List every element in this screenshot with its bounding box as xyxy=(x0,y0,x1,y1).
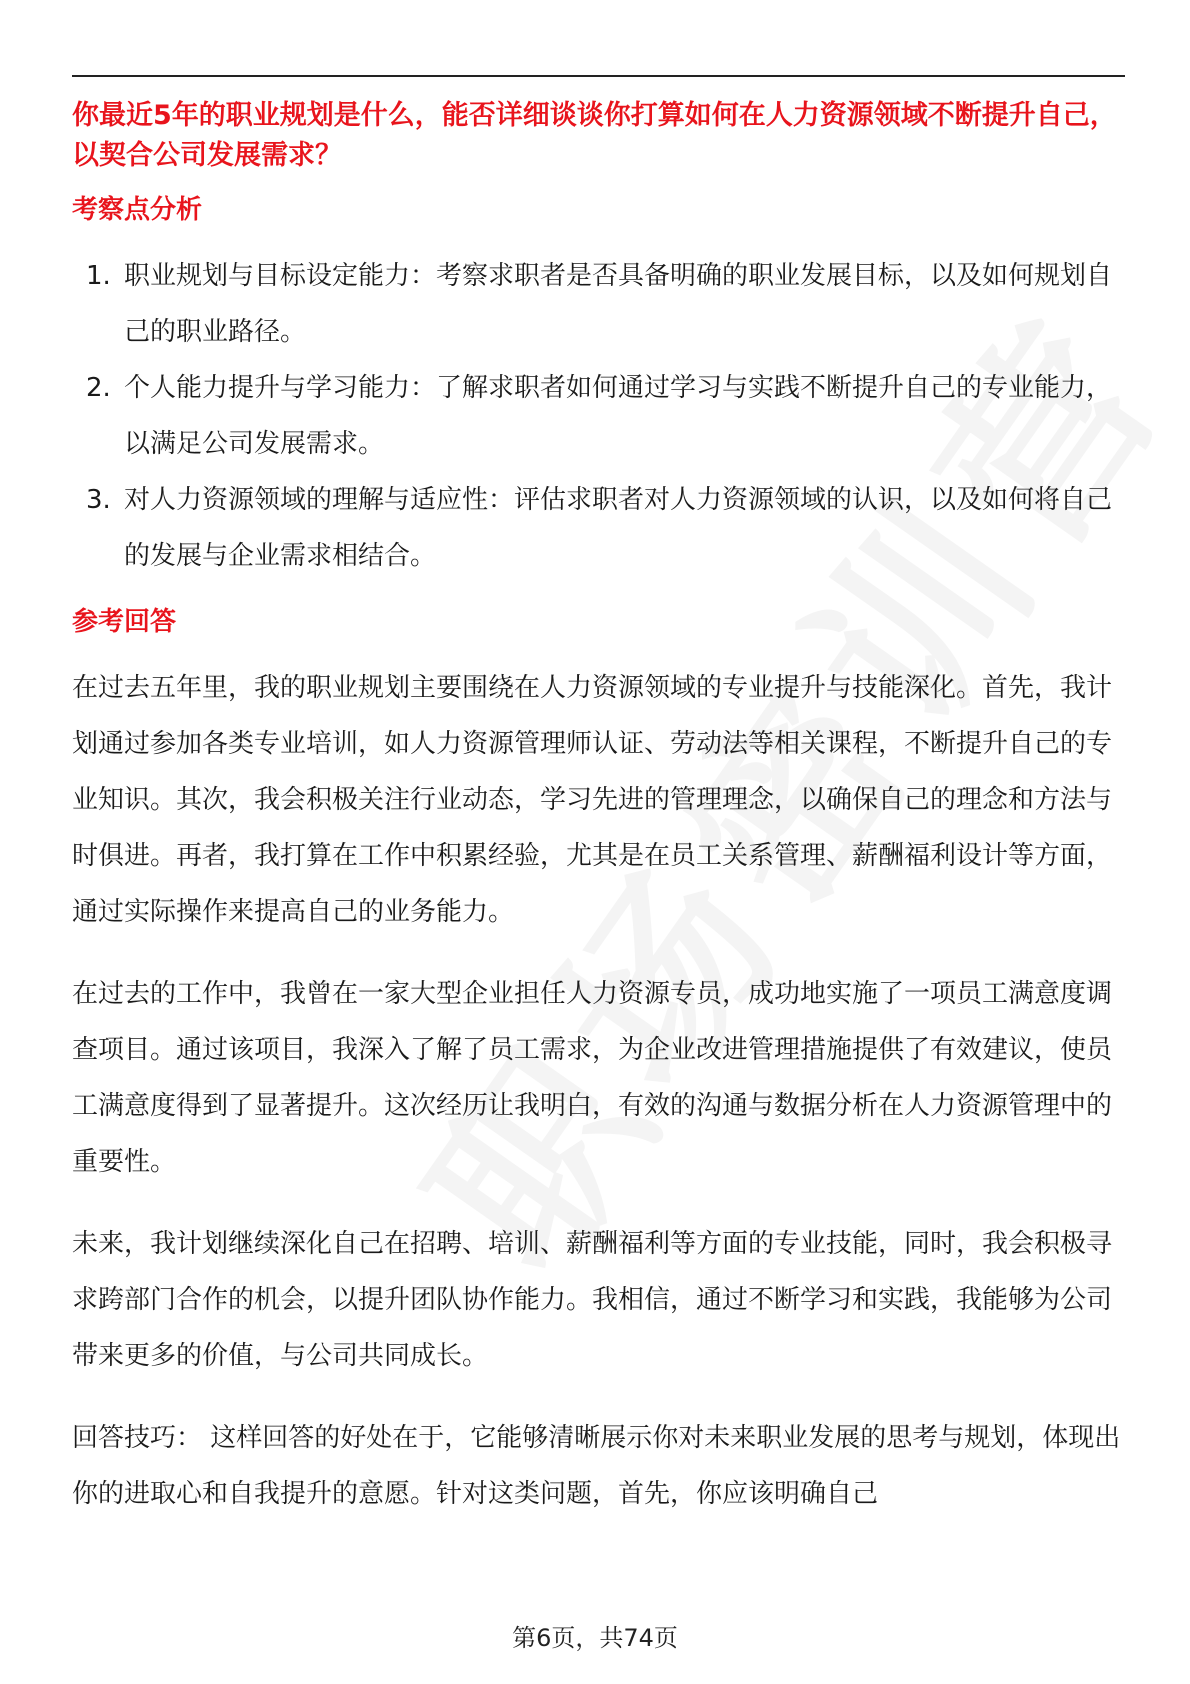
analysis-heading: 考察点分析 xyxy=(72,195,203,225)
answer-paragraph: 未来，我计划继续深化自己在招聘、培训、薪酬福利等方面的专业技能，同时，我会积极寻求跨部门合作的机会，以提升团队协作能力。我相信，通过不断学习和实践，我能够为公司带来更多的价值，与公司共同成长。 xyxy=(72,1229,1113,1371)
list-item xyxy=(72,472,1125,584)
tips-paragraph: 回答技巧： 这样回答的好处在于，它能够清晰展示你对未来职业发展的思考与规划，体现出你的进取心和自我提升的意愿。针对这类问题，首先，你应该明确自己 xyxy=(72,1423,1121,1509)
answer-paragraph: 在过去的工作中，我曾在一家大型企业担任人力资源专员，成功地实施了一项员工满意度调查项目。通过该项目，我深入了解了员工需求，为企业改进管理措施提供了有效建议，使员工满意度得到了显著提升。这次经历让我明白，有效的沟通与数据分析在人力资源管理中的重要性。 xyxy=(72,979,1113,1177)
list-item xyxy=(72,248,1125,360)
page-footer: 第6页，共74页 xyxy=(512,1624,678,1652)
list-item xyxy=(72,360,1125,472)
list-text: 职业规划与目标设定能力：考察求职者是否具备明确的职业发展目标，以及如何规划自己的职业路径。 xyxy=(124,261,1113,347)
answer-heading: 参考回答 xyxy=(72,607,177,637)
analysis-list xyxy=(72,248,1125,584)
list-number: 1. xyxy=(86,261,111,291)
list-text: 个人能力提升与学习能力：了解求职者如何通过学习与实践不断提升自己的专业能力，以满足公司发展需求。 xyxy=(124,373,1113,459)
answer-paragraph: 在过去五年里，我的职业规划主要围绕在人力资源领域的专业提升与技能深化。首先，我计划通过参加各类专业培训，如人力资源管理师认证、劳动法等相关课程，不断提升自己的专业知识。其次，我会积极关注行业动态，学习先进的管理理念，以确保自己的理念和方法与时俱进。再者，我打算在工作中积累经验，尤其是在员工关系管理、薪酬福利设计等方面，通过实际操作来提高自己的业务能力。 xyxy=(72,673,1113,927)
list-text: 对人力资源领域的理解与适应性：评估求职者对人力资源领域的认识，以及如何将自己的发展与企业需求相结合。 xyxy=(124,485,1113,571)
top-rule xyxy=(72,75,1125,77)
page-content xyxy=(72,96,1125,1522)
question-title: 你最近5年的职业规划是什么，能否详细谈谈你打算如何在人力资源领域不断提升自己，以契合公司发展需求？ xyxy=(72,100,1117,171)
list-number: 3. xyxy=(86,485,111,515)
list-number: 2. xyxy=(86,373,111,403)
